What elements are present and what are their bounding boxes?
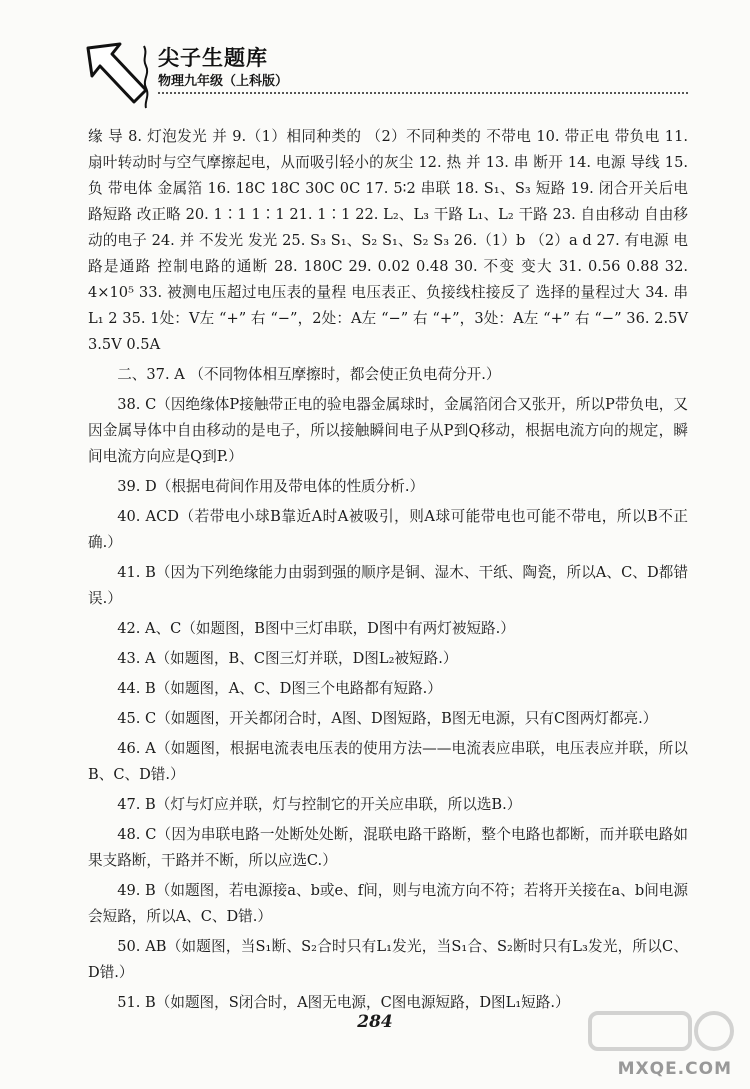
answer-paragraph: 49. B（如题图，若电源接a、b或e、f间，则与电流方向不符；若将开关接在a、b间电源会短路，所以A、C、D错.） <box>88 882 688 925</box>
answer-paragraph: 46. A（如题图，根据电流表电压表的使用方法——电流表应串联，电压表应并联，所以B、C、D错.） <box>88 740 688 783</box>
answer-paragraph: 39. D（根据电荷间作用及带电体的性质分析.） <box>117 478 425 495</box>
answer-paragraph: 47. B（灯与灯应并联，灯与控制它的开关应串联，所以选B.） <box>117 796 522 813</box>
answer-paragraph: 41. B（因为下列绝缘能力由弱到强的顺序是铜、湿木、干纸、陶瓷，所以A、C、D都错误.） <box>88 564 688 607</box>
header-divider <box>158 92 688 94</box>
page-header <box>0 0 750 115</box>
answer-paragraph: 缘 导 8. 灯泡发光 并 9.（1）相同种类的 （2）不同种类的 不带电 10. 带正电 带负电 11. 扇叶转动时与空气摩擦起电，从而吸引轻小的灰尘 12. 热 并 13. 串 断开 14. 电源 导线 15. 负 带电体 金属箔 16. 18C 18C 30C 0C 17. 5∶2 串联 18. S₁、S₃ 短路 19. 闭合开关后电路短路 改正略 20. 1∶1 1∶1 21. 1∶1 22. L₂、L₃ 干路 L₁、L₂ 干路 23. 自由移动 自由移动的电子 24. 并 不发光 发光 25. S₃ S₁、S₂ S₁、S₂ S₃ 26.（1）b （2）a d 27. 有电源 电路是通路 控制电路的通断 28. 180C 29. 0.02 0.48 30. 不变 变大 31. 0.56 0.88 32. 4×10⁵ 33. 被测电压超过电压表的量程 电压表正、负接线柱接反了 选择的量程过大 34. 串 L₁ 2 35. 1处：V左 “+” 右 “−”，2处：A左 “−” 右 “+”，3处：A左 “+” 右 “−” 36. 2.5V 3.5V 0.5A <box>88 128 689 353</box>
watermark-text: MXQE.COM <box>617 1059 732 1079</box>
answer-paragraph: 38. C（因绝缘体P接触带正电的验电器金属球时，金属箔闭合又张开，所以P带负电，又因金属导体中自由移动的是电子，所以接触瞬间电子从P到Q移动，根据电流方向的规定，瞬间电流方向应是Q到P.） <box>88 396 688 465</box>
answer-paragraph: 43. A（如题图，B、C图三灯并联，D图L₂被短路.） <box>117 650 458 667</box>
answer-content <box>88 124 688 1020</box>
answer-paragraph: 51. B（如题图，S闭合时，A图无电源，C图电源短路，D图L₁短路.） <box>117 994 570 1011</box>
answer-paragraph: 45. C（如题图，开关都闭合时，A图、D图短路，B图无电源，只有C图两灯都亮.） <box>117 710 658 727</box>
book-subtitle: 物理九年级（上科版） <box>158 74 289 89</box>
page-number: 284 <box>357 1012 393 1032</box>
answer-paragraph: 48. C（因为串联电路一处断处处断，混联电路干路断，整个电路也都断，而并联电路如果支路断，干路并不断，所以应选C.） <box>88 826 688 869</box>
answer-paragraph: 50. AB（如题图，当S₁断、S₂合时只有L₁发光，当S₁合、S₂断时只有L₃发光，所以C、D错.） <box>88 938 688 981</box>
answer-paragraph: 42. A、C（如题图，B图中三灯串联，D图中有两灯被短路.） <box>117 620 515 637</box>
answer-paragraph: 44. B（如题图，A、C、D图三个电路都有短路.） <box>117 680 442 697</box>
book-title: 尖子生题库 <box>158 46 268 70</box>
answer-paragraph: 40. ACD（若带电小球B靠近A时A被吸引，则A球可能带电也可能不带电，所以B不正确.） <box>88 508 688 551</box>
arrow-logo-icon <box>84 40 152 110</box>
answer-paragraph: 二、37. A （不同物体相互摩擦时，都会使正负电荷分开.） <box>117 366 501 383</box>
